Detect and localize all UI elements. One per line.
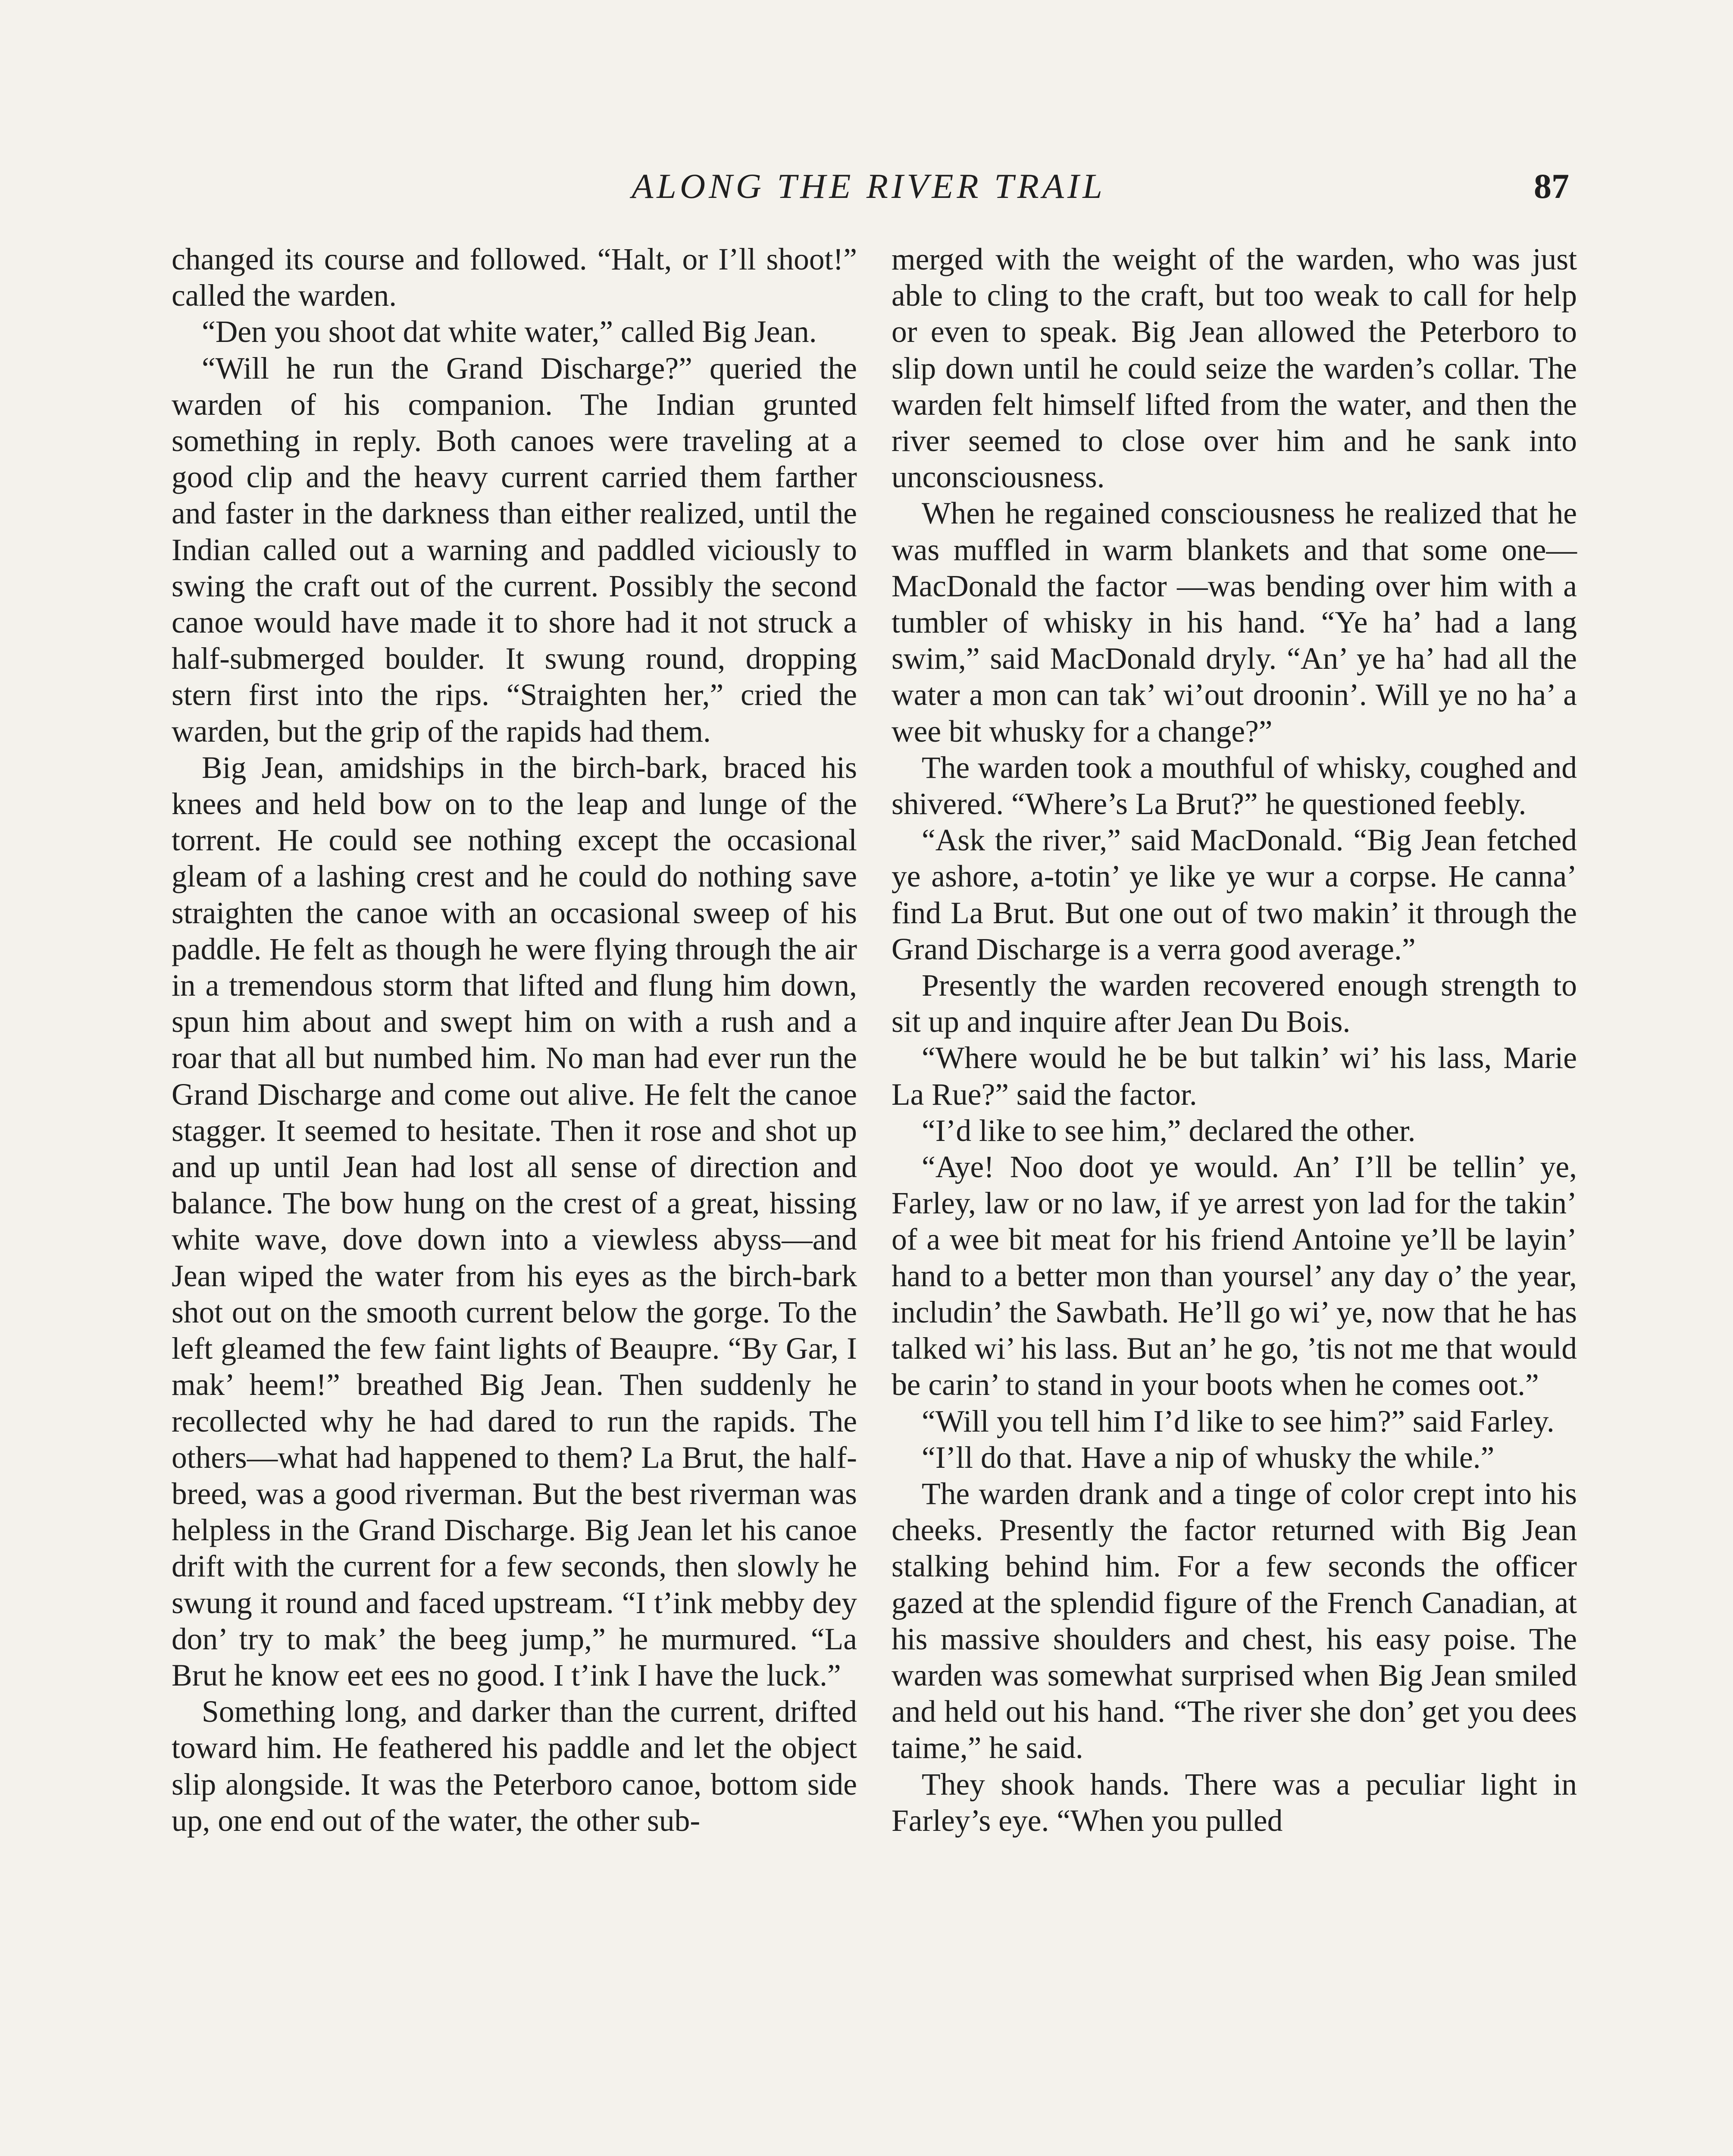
paragraph: When he regained consciousness he realized that he was muffled in warm blankets and that some one—MacDonald the factor —was bending over him with a tumbler of whisky in his hand. “Ye ha’ had a lang swim,” said MacDonald dryly. “An’ ye ha’ had all the water a mon can tak’ wi’out droonin’. Will ye no ha’ a wee bit whusky for a change?” <box>892 496 1577 749</box>
paragraph: “Where would he be but talkin’ wi’ his lass, Marie La Rue?” said the factor. <box>892 1041 1577 1112</box>
paragraph: “Will you tell him I’d like to see him?” said Farley. <box>922 1404 1555 1438</box>
page-number: 87 <box>1534 166 1569 206</box>
paragraph: “Aye! Noo doot ye would. An’ I’ll be tellin’ ye, Farley, law or no law, if ye arrest yon lad for the takin’ of a wee bit meat for his friend Antoine ye’ll be layin’ hand to a better mon than yoursel’ any day o’ the year, includin’ the Sawbath. He’ll go wi’ ye, now that he has talked wi’ his lass. But an’ he go, ’tis not me that would be carin’ to stand in your boots when he comes oot.” <box>892 1150 1577 1402</box>
paragraph: Big Jean, amidships in the birch-bark, braced his knees and held bow on to the leap and lunge of the torrent. He could see nothing except the occasional gleam of a lashing crest and he could do nothing save straighten the canoe with an occasional sweep of his paddle. He felt as though he were flying through the air in a tremendous storm that lifted and flung him down, spun him about and swept him on with a rush and a roar that all but numbed him. No man had ever run the Grand Discharge and come out alive. He felt the canoe stagger. It seemed to hesitate. Then it rose and shot up and up until Jean had lost all sense of direction and balance. The bow hung on the crest of a great, hissing white wave, dove down into a viewless abyss—and Jean wiped the water from his eyes as the birch-bark shot out on the smooth current below the gorge. To the left gleamed the few faint lights of Beaupre. “By Gar, I mak’ heem!” breathed Big Jean. Then suddenly he recollected why he had dared to run the rapids. The others—what had happened to them? La Brut, the half-breed, was a good riverman. But the best riverman was helpless in the Grand Discharge. Big Jean let his canoe drift with the current for a few seconds, then slowly he swung it round and faced upstream. “I t’ink mebby dey don’ try to mak’ the beeg jump,” he murmured. “La Brut he know eet ees no good. I t’ink I have the luck.” <box>172 750 857 1692</box>
paragraph: changed its course and followed. “Halt, or I’ll shoot!” called the warden. <box>172 242 857 313</box>
running-header <box>168 166 1569 213</box>
paragraph: The warden took a mouthful of whisky, coughed and shivered. “Where’s La Brut?” he questioned feebly. <box>892 750 1577 821</box>
left-text-column <box>172 241 857 1839</box>
paragraph: Something long, and darker than the current, drifted toward him. He feathered his paddle and let the object slip alongside. It was the Peterboro canoe, bottom side up, one end out of the water, the other sub- <box>172 1695 857 1838</box>
paragraph: merged with the weight of the warden, who was just able to cling to the craft, but too weak to call for help or even to speak. Big Jean allowed the Peterboro to slip down until he could seize the warden’s collar. The warden felt himself lifted from the water, and then the river seemed to close over him and he sank into unconsciousness. <box>892 242 1577 495</box>
paragraph: “I’ll do that. Have a nip of whusky the while.” <box>922 1440 1495 1475</box>
paragraph: They shook hands. There was a peculiar light in Farley’s eye. “When you pulled <box>892 1767 1577 1838</box>
paragraph: “Will he run the Grand Discharge?” queried the warden of his companion. The Indian grunted something in reply. Both canoes were traveling at a good clip and the heavy current carried them farther and faster in the darkness than either realized, until the Indian called out a warning and paddled viciously to swing the craft out of the current. Possibly the second canoe would have made it to shore had it not struck a half-submerged boulder. It swung round, dropping stern first into the rips. “Straighten her,” cried the warden, but the grip of the rapids had them. <box>172 351 857 749</box>
paragraph: “I’d like to see him,” declared the other. <box>922 1113 1416 1148</box>
right-text-column <box>892 241 1577 1839</box>
running-title: ALONG THE RIVER TRAIL <box>632 166 1106 206</box>
paragraph: The warden drank and a tinge of color crept into his cheeks. Presently the factor returned with Big Jean stalking behind him. For a few seconds the officer gazed at the splendid figure of the French Canadian, at his massive shoulders and chest, his easy poise. The warden was somewhat surprised when Big Jean smiled and held out his hand. “The river she don’ get you dees taime,” he said. <box>892 1476 1577 1765</box>
paragraph: “Ask the river,” said MacDonald. “Big Jean fetched ye ashore, a-totin’ ye like ye wur a corpse. He canna’ find La Brut. But one out of two makin’ it through the Grand Discharge is a verra good average.” <box>892 823 1577 966</box>
paragraph: Presently the warden recovered enough strength to sit up and inquire after Jean Du Bois. <box>892 968 1577 1039</box>
paragraph: “Den you shoot dat white water,” called Big Jean. <box>202 315 817 349</box>
